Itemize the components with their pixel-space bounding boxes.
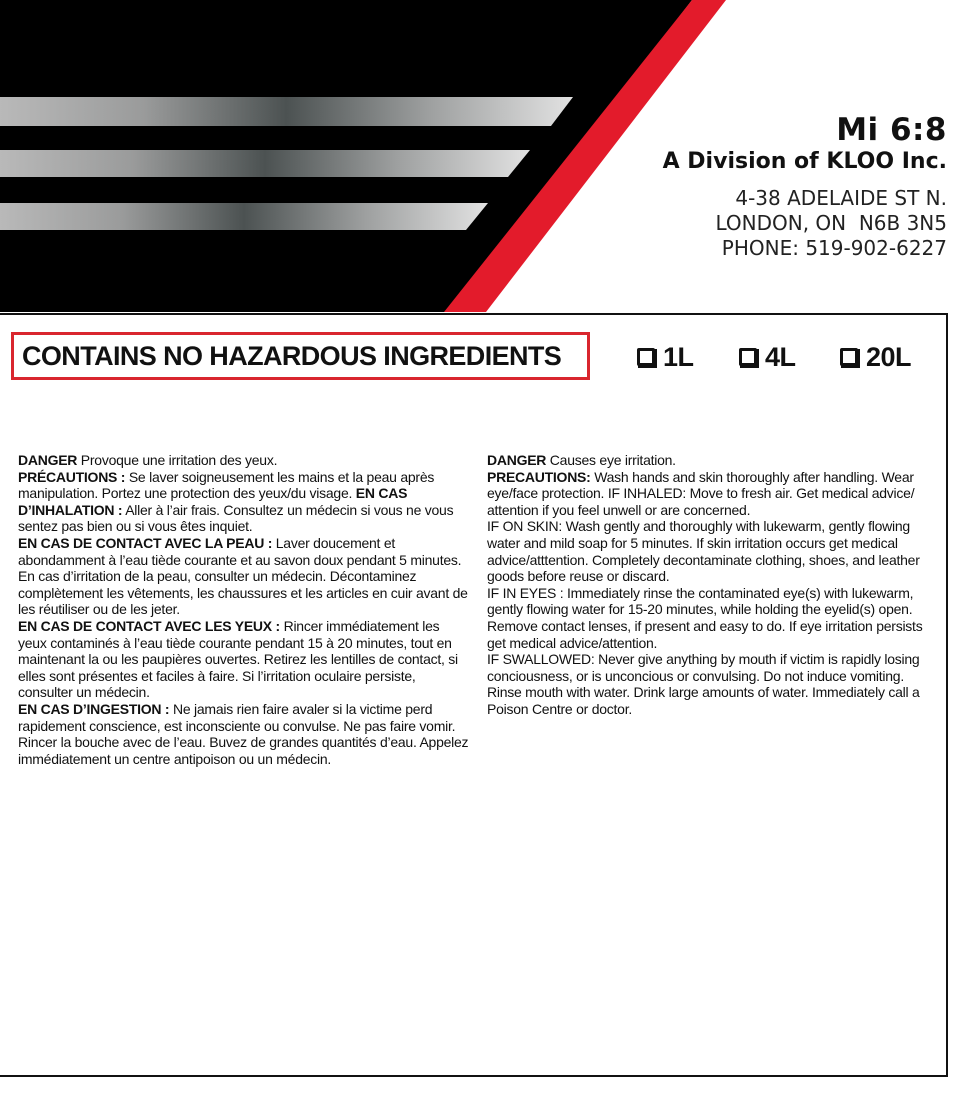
address-line-2: LONDON, ON N6B 3N5 [715,211,947,235]
en-danger [487,452,937,469]
en-eyes: IF IN EYES : Immediately rinse the contaminated eye(s) with lukewarm, gently flowing water for 15-20 minutes, while holding the eyelid(s) open. Remove contact lenses, if present and easy to do. If eye irritation persists get medical advice/attention. [487,584,923,651]
fr-ing-text: Ne jamais rien faire avaler si la victime perd rapidement conscience, est inconsciente ou convulse. Ne pas faire vomir. Rincer la bouche avec de l’eau. Buvez de grandes quantités d’eau. Appelez immédiatement un centre antipoison ou un médecin. [18,700,469,767]
fr-inh-head: EN CAS D’INHALATION : [18,485,408,518]
fr-eyes-head: EN CAS DE CONTACT AVEC LES YEUX : [18,617,280,634]
en-prec-head: PRECAUTIONS: [487,468,591,485]
no-hazard-text: CONTAINS NO HAZARDOUS INGREDIENTS [22,340,562,371]
en-swallowed: IF SWALLOWED: Never give anything by mouth if victim is rapidly losing conciousness, or is unconcious or convulsing. Do not induce vomiting. Rinse mouth with water. Drink large amounts of water. Immediately call a Poison Centre or doctor. [487,651,920,717]
french-safety-text [18,452,470,767]
checkbox-icon[interactable] [840,348,858,366]
size-option-4l[interactable] [739,341,796,373]
checkbox-icon[interactable] [739,348,757,366]
size-label-4l: 4L [765,341,796,372]
company-name: Mi 6:8 [836,112,947,148]
no-hazard-notice [11,332,590,380]
fr-skin [18,535,470,618]
fr-prec-head: PRÉCAUTIONS : [18,468,126,485]
address-line-1: 4-38 ADELAIDE ST N. [735,186,947,210]
silver-stripe-2 [0,150,530,177]
fr-prec-text: Se laver soigneusement les mains et la peau après manipulation. Portez une protection des yeux/du visage. [18,468,435,502]
fr-eyes [18,618,470,701]
company-division: A Division of KLOO Inc. [662,149,947,174]
silver-stripe-3 [0,203,488,230]
fr-eyes-text: Rincer immédiatement les yeux contaminés à l’eau tiède courante pendant 15 à 20 minutes, tout en maintenant la ou les paupières ouvertes. Retirez les lentilles de contact, si elles sont présentes et faciles à faire. Si l’irritation oculaire persiste, consulter un médecin. [18,617,458,701]
fr-ingestion [18,701,470,767]
fr-danger-text: Provoque une irritation des yeux. [77,452,278,468]
fr-skin-head: EN CAS DE CONTACT AVEC LA PEAU : [18,534,273,551]
fr-danger-head: DANGER [18,452,78,468]
fr-inh-text: Aller à l’air frais. Consultez un médecin si vous ne vous sentez pas bien ou si vous êtes inquiet. [18,501,454,535]
en-danger-text: Causes eye irritation. [546,452,676,468]
fr-danger [18,452,470,469]
en-skin: IF ON SKIN: Wash gently and thoroughly with lukewarm, gently flowing water and mild soap for 5 minutes. If skin irritation occurs get medical advice/atttention. Completely decontaminate clothing, shoes, and leather goods before reuse or discard. [487,518,920,585]
size-option-1l[interactable] [637,341,694,373]
phone-number: PHONE: 519-902-6227 [721,236,947,260]
en-danger-head: DANGER [487,452,547,468]
checkbox-icon[interactable] [637,348,655,366]
fr-precautions [18,469,470,535]
english-safety-text [487,452,937,718]
size-label-1l: 1L [663,341,694,372]
size-label-20l: 20L [866,341,912,372]
en-prec-text: Wash hands and skin thoroughly after handling. Wear eye/face protection. IF INHALED: Move to fresh air. Get medical advice/ attention if you feel unwell or are concerned. [487,468,915,518]
fr-skin-text: Laver doucement et abondamment à l’eau tiède courante et au savon doux pendant 5 minutes. En cas d’irritation de la peau, consulter un médecin. Décontaminez complètement les vêtements, les chaussures et les articles en cuir avant de les réutiliser ou de les jeter. [18,534,468,618]
label-panel [0,313,948,1077]
en-precautions [487,469,937,519]
size-option-20l[interactable] [840,341,911,373]
company-info [663,112,947,261]
fr-ing-head: EN CAS D’INGESTION : [18,700,170,717]
silver-stripe-1 [0,97,573,126]
